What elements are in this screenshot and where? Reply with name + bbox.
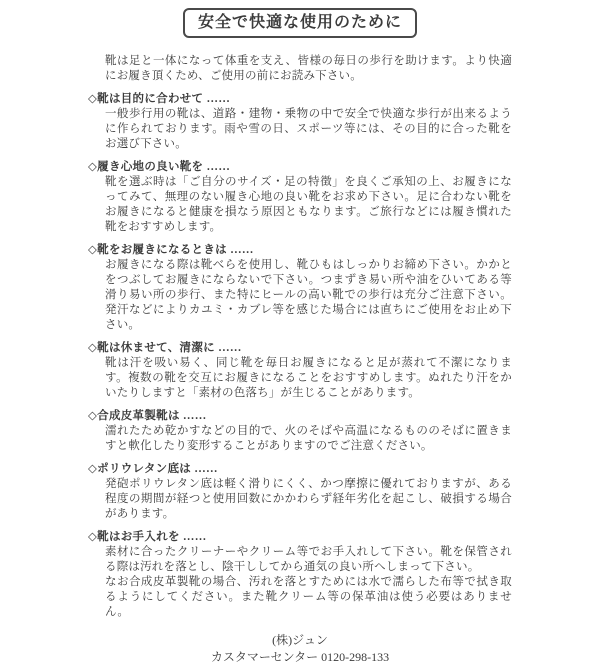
sections-list <box>88 92 512 620</box>
section-heading: ◇靴は休ませて、清潔に …… <box>88 342 242 354</box>
section-paragraph: 靴は汗を吸い易く、同じ靴を毎日お履きになると足が蒸れて不潔になります。複数の靴を交互にお履きになることをおすすめします。ぬれたり汗をかいたりしますと「素材の色落ち」が生じることがあります。 <box>105 357 512 399</box>
section-heading: ◇合成皮革製靴は …… <box>88 410 207 422</box>
section-paragraph: なお合成皮革製靴の場合、汚れを落とすためには水で濡らした布等で拭き取るようにしてください。また靴クリーム等の保革油は使う必要はありません。 <box>105 576 512 618</box>
section-heading: ◇靴は目的に合わせて …… <box>88 93 231 105</box>
section-paragraph: 発砲ポリウレタン底は軽く滑りにくく、かつ摩擦に優れておりますが、ある程度の期間が経つと使用回数にかかわらず経年劣化を起こし、破損する場合があります。 <box>105 478 512 520</box>
section-heading: ◇靴をお履きになるときは …… <box>88 244 254 256</box>
care-section <box>88 341 512 401</box>
customer-center-phone: カスタマーセンター 0120-298-133 <box>210 650 390 664</box>
care-section <box>88 409 512 454</box>
section-paragraph: お履きになる際は靴べらを使用し、靴ひもはしっかりお締め下さい。かかとをつぶしてお履きにならないで下さい。つまずき易い所や油をひいてある等滑り易い所の歩行、また特にヒールの高い靴での歩行は充分ご注意下さい。発汗などによりカユミ・カブレ等を感じた場合には直ちにご使用をお止め下さい。 <box>105 259 512 331</box>
section-paragraph: 濡れたため乾かすなどの目的で、火のそばや高温になるもののそばに置きますと軟化したり変形することがありますのでご注意ください。 <box>105 425 512 452</box>
title-box <box>183 8 417 38</box>
intro-paragraph: 靴は足と一体になって体重を支え、皆様の毎日の歩行を助けます。より快適にお履き頂くため、ご使用の前にお読み下さい。 <box>105 55 512 82</box>
section-heading: ◇靴はお手入れを …… <box>88 531 207 543</box>
care-section <box>88 160 512 235</box>
care-section <box>88 243 512 333</box>
company-name: (株)ジュン <box>272 633 328 647</box>
section-paragraph: 素材に合ったクリーナーやクリーム等でお手入れして下さい。靴を保管される際は汚れを落とし、陰干ししてから通気の良い所へしまって下さい。 <box>105 546 512 573</box>
section-paragraph: 靴を選ぶ時は「ご自分のサイズ・足の特徴」を良くご承知の上、お履きになってみて、無理のない履き心地の良い靴をお求め下さい。足に合わない靴をお履きになると健康を損なう原因ともなります。ご旅行などには履き慣れた靴をおすすめします。 <box>105 176 512 233</box>
footer <box>88 632 512 666</box>
care-section <box>88 92 512 152</box>
page-title: 安全で快適な使用のために <box>197 14 402 31</box>
section-heading: ◇履き心地の良い靴を …… <box>88 161 231 173</box>
section-paragraph: 一般歩行用の靴は、道路・建物・乗物の中で安全で快適な歩行が出来るように作られております。雨や雪の日、スポーツ等には、その目的に合った靴をお選び下さい。 <box>105 108 512 150</box>
section-heading: ◇ポリウレタン底は …… <box>88 463 218 475</box>
care-section <box>88 462 512 522</box>
care-section <box>88 530 512 620</box>
